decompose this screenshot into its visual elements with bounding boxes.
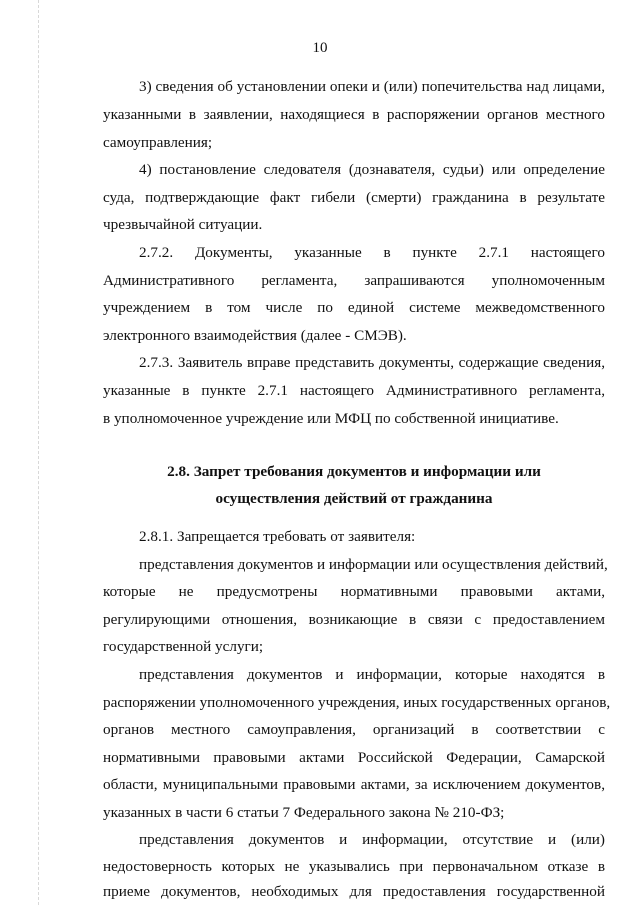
- text-line: представления документов и информации, которые находятся в: [139, 666, 605, 683]
- text-line: представления документов и информации или осуществления действий,: [139, 556, 608, 573]
- text-line: самоуправления;: [103, 134, 213, 151]
- text-line: 2.7.2. Документы, указанные в пункте 2.7.1 настоящего: [139, 244, 605, 261]
- text-line: которые не предусмотрены нормативными правовыми актами,: [103, 583, 605, 600]
- text-line: нормативными правовыми актами Российской Федерации, Самарской: [103, 749, 605, 766]
- text-line: Административного регламента, запрашиваются уполномоченным: [103, 272, 605, 289]
- text-line: 4) постановление следователя (дознавателя, судьи) или определение: [139, 161, 605, 178]
- text-line: распоряжении уполномоченного учреждения, иных государственных органов,: [103, 694, 611, 711]
- page-number: 10: [312, 40, 328, 56]
- text-line: государственной услуги;: [103, 638, 264, 655]
- text-line: регулирующими отношения, возникающие в связи с предоставлением: [103, 611, 605, 628]
- text-line: представления документов и информации, отсутствие и (или): [139, 831, 605, 848]
- text-line: в уполномоченное учреждение или МФЦ по собственной инициативе.: [103, 410, 559, 427]
- text-line: 3) сведения об установлении опеки и (или) попечительства над лицами,: [139, 78, 605, 95]
- text-line: электронного взаимодействия (далее - СМЭВ).: [103, 327, 407, 344]
- text-line: приеме документов, необходимых для предоставления государственной: [103, 883, 605, 900]
- section-heading: осуществления действий от гражданина: [215, 490, 493, 507]
- text-line: указанных в части 6 статьи 7 Федерального закона № 210-ФЗ;: [103, 804, 505, 821]
- text-line: 2.8.1. Запрещается требовать от заявителя:: [139, 528, 416, 545]
- text-line: чрезвычайной ситуации.: [103, 216, 263, 233]
- text-line: суда, подтверждающие факт гибели (смерти) гражданина в результате: [103, 189, 605, 206]
- text-line: указанные в пункте 2.7.1 настоящего Административного регламента,: [103, 382, 605, 399]
- text-line: области, муниципальными правовыми актами, за исключением документов,: [103, 776, 605, 793]
- text-line: 2.7.3. Заявитель вправе представить документы, содержащие сведения,: [139, 354, 605, 371]
- text-line: указанными в заявлении, находящиеся в распоряжении органов местного: [103, 106, 605, 123]
- text-line: учреждением в том числе по единой системе межведомственного: [103, 299, 605, 316]
- scan-margin-line: [38, 0, 39, 905]
- text-line: органов местного самоуправления, организаций в соответствии с: [103, 721, 605, 738]
- section-heading: 2.8. Запрет требования документов и информации или: [167, 463, 541, 480]
- text-line: недостоверность которых не указывались при первоначальном отказе в: [103, 858, 605, 875]
